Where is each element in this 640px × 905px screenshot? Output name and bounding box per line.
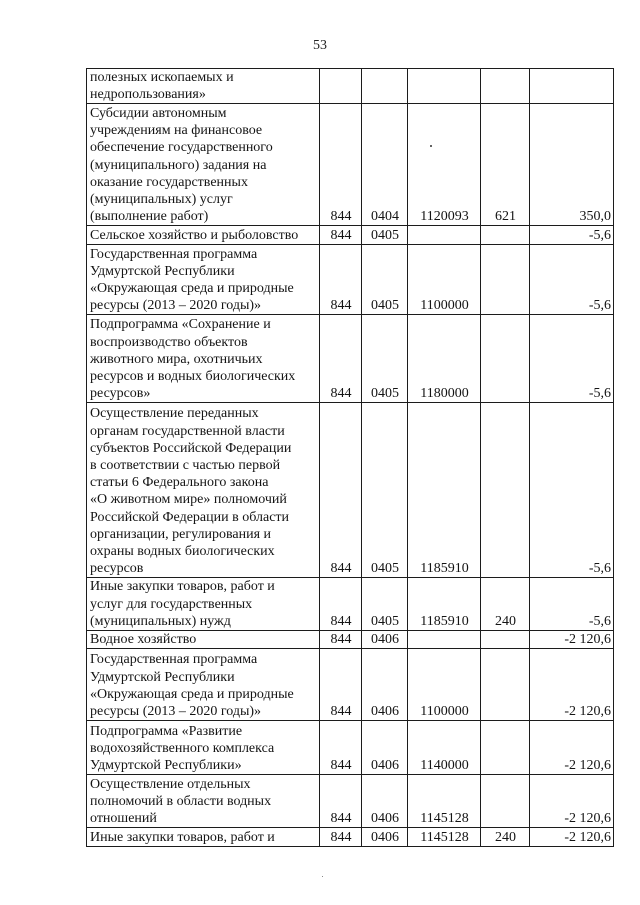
row-csr: 1100000 [408,649,481,721]
row-ved: 844 [320,315,362,403]
row-ved: 844 [320,245,362,315]
row-name: Осуществление отдельных полномочий в области водных отношений [87,775,320,828]
row-sum: -5,6 [530,315,614,403]
row-vr [481,245,530,315]
row-ved: 844 [320,828,362,847]
page-number: 53 [313,38,327,53]
row-name: Водное хозяйство [87,631,320,649]
table-row [87,721,614,775]
table-row [87,775,614,828]
row-name: Иные закупки товаров, работ и [87,828,320,847]
row-csr: 1100000 [408,245,481,315]
row-name: Иные закупки товаров, работ и услуг для государственных (муниципальных) нужд [87,578,320,631]
table-row [87,104,614,226]
table-row [87,578,614,631]
scan-speck [430,145,432,147]
row-name: Субсидии автономным учреждениям на финансовое обеспечение государственного (муниципального) задания на оказание государственных (муниципальных) услуг (выполнение работ) [87,104,320,226]
row-name: Подпрограмма «Сохранение и воспроизводство объектов животного мира, охотничьих ресурсов и водных биологических ресурсов» [87,315,320,403]
row-name: Подпрограмма «Развитие водохозяйственного комплекса Удмуртской Республики» [87,721,320,775]
row-razdel [362,69,408,104]
row-vr [481,403,530,578]
row-razdel: 0405 [362,315,408,403]
row-vr: 621 [481,104,530,226]
row-sum: -2 120,6 [530,828,614,847]
row-vr: 240 [481,828,530,847]
row-name: Государственная программа Удмуртской Республики «Окружающая среда и природные ресурсы (2013 – 2020 годы)» [87,245,320,315]
table-row [87,631,614,649]
row-name: Осуществление переданных органам государственной власти субъектов Российской Федерации в соответствии с частью первой статьи 6 Федерального закона «О животном мире» полномочий Российской Федерации в области организации, регулирования и охраны водных биологических ресурсов [87,403,320,578]
row-csr: 1140000 [408,721,481,775]
row-vr [481,315,530,403]
row-vr [481,226,530,245]
row-sum: -5,6 [530,578,614,631]
row-csr [408,631,481,649]
row-ved: 844 [320,403,362,578]
row-ved [320,69,362,104]
row-ved: 844 [320,775,362,828]
row-razdel: 0406 [362,631,408,649]
row-csr: 1185910 [408,403,481,578]
table-row [87,403,614,578]
row-csr: 1145128 [408,828,481,847]
row-name: Государственная программа Удмуртской Республики «Окружающая среда и природные ресурсы (2013 – 2020 годы)» [87,649,320,721]
row-sum [530,69,614,104]
row-razdel: 0406 [362,721,408,775]
row-sum: -2 120,6 [530,649,614,721]
row-csr: 1120093 [408,104,481,226]
row-razdel: 0406 [362,775,408,828]
row-ved: 844 [320,578,362,631]
row-razdel: 0406 [362,828,408,847]
row-razdel: 0405 [362,578,408,631]
row-razdel: 0405 [362,403,408,578]
row-vr [481,775,530,828]
scan-speck [322,876,323,877]
row-csr [408,226,481,245]
row-name: полезных ископаемых и недропользования» [87,69,320,104]
row-sum: -5,6 [530,403,614,578]
row-razdel: 0404 [362,104,408,226]
row-vr [481,721,530,775]
row-vr [481,631,530,649]
row-vr: 240 [481,578,530,631]
row-ved: 844 [320,226,362,245]
row-sum: -2 120,6 [530,721,614,775]
row-sum: -5,6 [530,226,614,245]
row-sum: -2 120,6 [530,631,614,649]
row-csr [408,69,481,104]
row-ved: 844 [320,649,362,721]
row-ved: 844 [320,104,362,226]
table-row [87,226,614,245]
table-row [87,315,614,403]
row-vr [481,649,530,721]
row-vr [481,69,530,104]
table-row [87,69,614,104]
row-name: Сельское хозяйство и рыболовство [87,226,320,245]
row-ved: 844 [320,721,362,775]
row-csr: 1180000 [408,315,481,403]
table-row [87,828,614,847]
row-razdel: 0405 [362,226,408,245]
table-row [87,649,614,721]
row-csr: 1145128 [408,775,481,828]
row-sum: -5,6 [530,245,614,315]
row-csr: 1185910 [408,578,481,631]
row-razdel: 0406 [362,649,408,721]
row-ved: 844 [320,631,362,649]
budget-table [86,68,614,847]
table-row [87,245,614,315]
row-razdel: 0405 [362,245,408,315]
row-sum: -2 120,6 [530,775,614,828]
row-sum: 350,0 [530,104,614,226]
